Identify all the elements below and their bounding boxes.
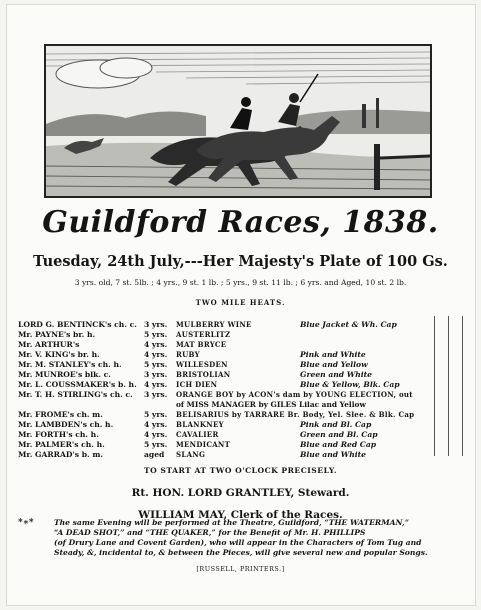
entry-horse: BLANKNEY [176,420,224,429]
entry-horse: MULBERRY WINE [176,320,252,329]
entry-horse: SLANG [176,450,206,459]
entry-age: 5 yrs. [144,440,168,449]
column-rule [434,316,435,456]
theatre-notice-line: (of Drury Lane and Covent Garden), who will appear in the Characters of Tom Tug and [54,538,422,547]
entry-age: 3 yrs. [144,390,168,399]
entry-horse: CAVALIER [176,430,219,439]
asterism-icon: *∗* [18,518,34,528]
entry-colors: Pink and Bl. Cap [300,420,372,429]
entry-age: 4 yrs. [144,340,168,349]
entry-owner: Mr. LAMBDEN's ch. h. [18,420,114,429]
entry-colors: Pink and White [300,350,366,359]
entry-owner: Mr. PALMER's ch. h. [18,440,105,449]
entry-horse: ORANGE BOY by ACON's dam by YOUNG ELECTION, out [176,390,413,399]
entry-horse: BRISTOLIAN [176,370,231,379]
entry-age: 3 yrs. [144,370,168,379]
entry-horse: MENDICANT [176,440,231,449]
entry-owner: Mr. ARTHUR's [18,340,80,349]
clerk-of-races: WILLIAM MAY, Clerk of the Races. [138,509,343,521]
entry-owner: Mr. V. KING's br. h. [18,350,100,359]
entry-colors: Blue & Yellow, Blk. Cap [300,380,400,389]
entry-age: 5 yrs. [144,360,168,369]
entry-owner: Mr. MUNROE's blk. c. [18,370,111,379]
entry-age: 5 yrs. [144,330,168,339]
printer-imprint: [RUSSELL, PRINTERS.] [196,565,285,573]
column-rule [462,316,463,456]
entry-age: 4 yrs. [144,350,168,359]
entry-colors: Blue and Red Cap [300,440,377,449]
entry-pedigree-continuation: of MISS MANAGER by GILES Lilac and Yellow [176,400,366,409]
entry-colors: Blue and Yellow [300,360,368,369]
entry-owner: Mr. FROME's ch. m. [18,410,103,419]
entry-colors: Blue Jacket & Wh. Cap [300,320,397,329]
entry-age: 3 yrs. [144,320,168,329]
entry-horse: ICH DIEN [176,380,218,389]
entry-age: 4 yrs. [144,420,168,429]
entry-age: 5 yrs. [144,410,168,419]
theatre-notice-line: Steady, &, incidental to, & between the Pieces, will give several new and popular Songs. [54,548,428,557]
weight-allowances: 3 yrs. old, 7 st. 5lb. ; 4 yrs., 9 st. 1 lb. ; 5 yrs., 9 st. 11 lb. ; 6 yrs. and Aged, 10 st. 2 lb. [74,278,407,287]
poster-title: Guildford Races, 1838. [42,205,439,240]
start-time: TO START AT TWO O'CLOCK PRECISELY. [143,466,338,475]
entry-horse: RUBY [176,350,200,359]
entry-owner: Mr. T. H. STIRLING's ch. c. [18,390,133,399]
entry-owner: Mr. GARRAD's b. m. [18,450,103,459]
steward: Rt. HON. LORD GRANTLEY, Steward. [131,487,350,499]
entry-horse: MAT BRYCE [176,340,227,349]
entry-age: 4 yrs. [144,380,168,389]
entry-age: aged [144,450,165,459]
horse-race-woodcut [44,44,432,198]
race-date-and-prize: Tuesday, 24th July,---Her Majesty's Plate of 100 Gs. [33,253,448,270]
entry-colors: Blue and White [300,450,366,459]
entry-owner: LORD G. BENTINCK's ch. c. [18,320,137,329]
entry-owner: Mr. M. STANLEY's ch. h. [18,360,122,369]
theatre-notice-line: The same Evening will be performed at the Theatre, Guildford, “THE WATERMAN,” [54,518,409,527]
entry-horse: BELISARIUS by TARRARE Br. Body, Yel. Slee. & Blk. Cap [176,410,415,419]
entry-colors: Green and Bl. Cap [300,430,378,439]
entry-owner: Mr. L. COUSSMAKER's b. h. [18,380,137,389]
entry-horse: AUSTERLITZ [176,330,231,339]
entry-owner: Mr. FORTH's ch. h. [18,430,99,439]
entry-owner: Mr. PAYNE's br. h. [18,330,96,339]
theatre-notice-line: “A DEAD SHOT,” and “THE QUAKER,” for the Benefit of Mr. H. PHILLIPS [54,528,366,537]
entry-horse: WILLESDEN [176,360,228,369]
entry-colors: Green and White [300,370,372,379]
column-rule [448,316,449,456]
heat-type: TWO MILE HEATS. [195,298,286,307]
entry-age: 4 yrs. [144,430,168,439]
woodcut-illustration [46,46,430,196]
